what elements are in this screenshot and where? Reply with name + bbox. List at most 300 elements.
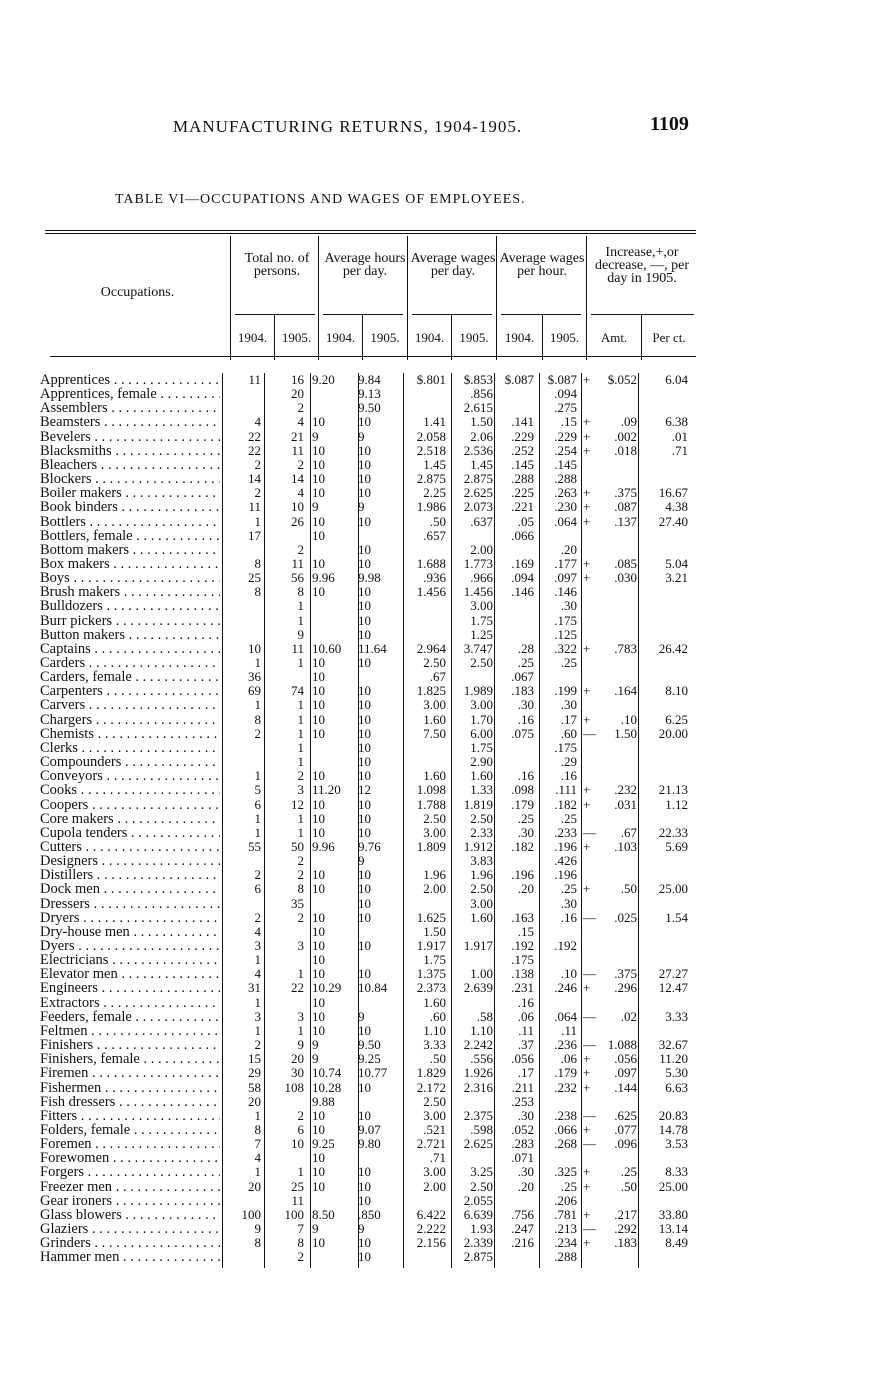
hours-1905-cell: 10 <box>358 1249 371 1265</box>
table-row <box>40 543 696 557</box>
hours-1904-cell: 10 <box>312 824 325 840</box>
persons-1905-cell: 10 <box>291 1136 304 1152</box>
wages-1905-cell: .966 <box>470 570 493 586</box>
hours-1905-cell: 10.77 <box>358 1065 388 1081</box>
hours-1904-cell: 9 <box>312 1037 319 1053</box>
change-sign-cell: — <box>583 909 596 925</box>
wages-1904-cell: 1.96 <box>423 867 446 883</box>
occupation-cell: Carders . . . <box>40 656 220 670</box>
persons-1904-cell: 1 <box>254 1164 261 1180</box>
wages-1904-cell: 1.45 <box>423 456 446 472</box>
persons-1904-cell: 22 <box>248 442 261 458</box>
hourly-1904-cell: .225 <box>511 485 534 501</box>
persons-1905-cell: 1 <box>297 655 304 670</box>
hourly-1904-cell: .231 <box>511 980 534 996</box>
hours-1905-cell: 10 <box>358 711 371 727</box>
persons-1905-cell: 10 <box>291 499 304 515</box>
hours-1905-cell: 10 <box>358 895 371 911</box>
change-percent-cell: 3.33 <box>665 1008 688 1024</box>
year-1905-label: 1905. <box>459 330 489 345</box>
wages-1905-cell: 1.60 <box>470 909 493 925</box>
occupation-cell: Bottom makers . . . <box>40 543 220 557</box>
wages-1904-cell: .71 <box>429 1150 446 1166</box>
change-percent-cell: 26.42 <box>658 640 688 656</box>
occupation-cell: Glaziers . . . <box>40 1222 220 1236</box>
persons-1905-cell: 108 <box>284 1079 304 1095</box>
hours-1904-cell: 10.28 <box>312 1079 342 1095</box>
wages-1904-cell: 1.41 <box>423 414 446 430</box>
wages-1905-cell: 6.00 <box>470 725 493 741</box>
hours-1905-cell: 9 <box>358 853 365 869</box>
hours-1905-cell: 10 <box>358 471 371 487</box>
wages-1905-cell: 1.10 <box>470 1022 493 1038</box>
hours-1904-cell: 10 <box>312 994 325 1010</box>
persons-1905-cell: 1 <box>297 1022 304 1038</box>
hourly-1904-cell: .37 <box>517 1037 534 1053</box>
wages-1904-cell: 3.00 <box>423 1107 446 1123</box>
wages-1905-cell: 2.073 <box>463 499 493 515</box>
persons-1904-cell: 4 <box>254 1150 261 1166</box>
hourly-1904-cell: .16 <box>517 994 534 1010</box>
change-sign-cell: + <box>583 683 591 699</box>
hours-1905-cell: 9.98 <box>358 570 381 586</box>
wages-1905-cell: 3.747 <box>463 640 493 656</box>
hours-1905-cell: 9 <box>358 428 365 444</box>
occupation-cell: Bleachers . . . <box>40 458 220 472</box>
persons-1905-cell: 1 <box>297 966 304 982</box>
persons-1905-cell: 2 <box>297 768 304 784</box>
wages-1904-cell: .521 <box>423 1121 446 1137</box>
hours-1905-cell: 10 <box>358 697 371 713</box>
change-percent-cell: 3.53 <box>665 1136 688 1152</box>
table-row <box>40 557 696 571</box>
persons-1904-cell: 8 <box>254 711 261 727</box>
table-row <box>40 599 696 613</box>
hours-1905-cell: 10 <box>358 1079 371 1095</box>
persons-1904-cell: 6 <box>254 881 261 897</box>
hours-1905-cell: 10 <box>358 1178 371 1194</box>
page-number: 1109 <box>650 113 689 135</box>
persons-1904-cell: 1 <box>254 810 261 826</box>
table-row <box>40 515 696 529</box>
header-rule <box>323 314 403 315</box>
wages-1904-cell: .936 <box>423 570 446 586</box>
table-row <box>40 415 696 429</box>
occupation-cell: Carders, female . . . <box>40 670 220 684</box>
hourly-1905-cell: .30 <box>560 697 577 713</box>
hours-1904-cell: 10 <box>312 555 325 571</box>
hours-1904-cell: 10 <box>312 669 325 685</box>
occupation-cell: Chemists . . . <box>40 727 220 741</box>
change-percent-cell: 5.30 <box>665 1065 688 1081</box>
table-row <box>40 1236 696 1250</box>
wages-1905-cell: 1.70 <box>470 711 493 727</box>
table-row <box>40 642 696 656</box>
change-sign-cell: + <box>583 1178 591 1194</box>
table-row <box>40 1038 696 1052</box>
wages-1904-cell: 2.156 <box>416 1235 446 1251</box>
wages-1905-cell: 1.33 <box>470 782 493 798</box>
persons-1904-cell: 100 <box>241 1206 261 1222</box>
hourly-1904-cell: .146 <box>511 584 534 600</box>
occupation-cell: Elevator men . . . <box>40 967 220 981</box>
hourly-1904-cell: .25 <box>517 655 534 670</box>
hours-1904-cell: 10 <box>312 952 325 968</box>
hours-1904-cell: 9.96 <box>312 570 335 586</box>
hourly-1904-cell: .221 <box>511 499 534 515</box>
persons-1905-cell: 100 <box>284 1206 304 1222</box>
wages-1905-cell: 1.926 <box>463 1065 493 1081</box>
change-amount-cell: .232 <box>614 782 637 798</box>
wages-1905-cell: 2.50 <box>470 1178 493 1194</box>
table-row <box>40 953 696 967</box>
wages-1905-cell: 1.456 <box>463 584 493 600</box>
table-row <box>40 967 696 981</box>
change-percent-cell: 22.33 <box>658 824 688 840</box>
wages-1904-cell: 2.373 <box>416 980 446 996</box>
persons-1904-cell: 69 <box>248 683 261 699</box>
change-sign-cell: + <box>583 1206 591 1222</box>
hours-1904-cell: 10 <box>312 697 325 713</box>
occupation-cell: Bottlers . . . <box>40 515 220 529</box>
occupation-cell: Boiler makers . . . <box>40 486 220 500</box>
hours-1905-cell: 10 <box>358 456 371 472</box>
hourly-1905-cell: .196 <box>554 838 577 854</box>
table-title: TABLE VI—OCCUPATIONS AND WAGES OF EMPLOYEES. <box>115 192 526 207</box>
percent-label: Per ct. <box>652 330 686 345</box>
hours-1905-cell: 11.64 <box>358 640 387 656</box>
change-sign-cell: + <box>583 485 591 501</box>
hourly-1905-cell: .10 <box>560 966 577 982</box>
occupation-cell: Bottlers, female . . . <box>40 529 220 543</box>
change-sign-cell: + <box>583 711 591 727</box>
persons-1905-cell: 35 <box>291 895 304 911</box>
change-percent-cell: 4.38 <box>665 499 688 515</box>
wages-1905-cell: $.853 <box>463 372 493 387</box>
hourly-1905-cell: .16 <box>560 909 577 925</box>
table-row <box>40 387 696 401</box>
persons-1904-cell: 2 <box>254 456 261 472</box>
change-percent-cell: 20.83 <box>658 1107 688 1123</box>
table-top-rule-2 <box>45 233 696 234</box>
change-sign-cell: + <box>583 442 591 458</box>
hourly-1905-cell: .097 <box>554 570 577 586</box>
persons-1905-cell: 8 <box>297 881 304 897</box>
hourly-1904-cell: .229 <box>511 428 534 444</box>
change-sign-cell: + <box>583 1051 591 1067</box>
occupation-cell: Book binders . . . <box>40 500 220 514</box>
hours-1905-cell: 10 <box>358 966 371 982</box>
change-amount-cell: .02 <box>620 1008 637 1024</box>
hours-1904-cell: 10 <box>312 711 325 727</box>
hourly-1905-cell: .288 <box>554 471 577 487</box>
change-amount-cell: .137 <box>614 513 637 529</box>
table-row <box>40 981 696 995</box>
wages-1905-cell: 1.917 <box>463 938 493 953</box>
hours-1905-cell: 10 <box>358 867 371 883</box>
hourly-1905-cell: .175 <box>554 612 577 628</box>
hourly-1905-cell: .426 <box>554 853 577 869</box>
change-percent-cell: 14.78 <box>658 1121 688 1137</box>
wages-1904-cell: 1.456 <box>416 584 446 600</box>
hours-1904-cell: 11.20 <box>312 782 341 798</box>
hours-1905-cell: 9.76 <box>358 838 381 854</box>
change-sign-cell: + <box>583 1235 591 1251</box>
year-1905-label: 1905. <box>370 330 400 345</box>
wages-1904-cell: 1.60 <box>423 994 446 1010</box>
change-percent-cell: 11.20 <box>659 1051 688 1067</box>
hours-1905-cell: 10 <box>358 655 371 670</box>
hourly-1905-cell: .196 <box>554 867 577 883</box>
running-title: MANUFACTURING RETURNS, 1904-1905. <box>173 117 523 136</box>
wages-1904-cell: 2.00 <box>423 1178 446 1194</box>
persons-1904-cell: 55 <box>248 838 261 854</box>
change-sign-cell: + <box>583 555 591 571</box>
hourly-1905-cell: .175 <box>554 739 577 755</box>
persons-1905-cell: 20 <box>291 386 304 402</box>
occupation-cell: Extractors . . . <box>40 996 220 1010</box>
wages-1904-cell: 1.917 <box>416 938 446 953</box>
occupation-cell: Designers . . . <box>40 854 220 868</box>
hourly-1905-cell: .229 <box>554 428 577 444</box>
hours-1905-cell: 10.84 <box>358 980 388 996</box>
table-row <box>40 1010 696 1024</box>
table-row <box>40 1151 696 1165</box>
change-sign-cell: — <box>583 966 596 982</box>
wages-1905-cell: 1.50 <box>470 414 493 430</box>
wages-1904-cell: 1.60 <box>423 711 446 727</box>
header-hour-wages: Average wages per hour. <box>499 251 585 279</box>
wages-1904-cell: 3.00 <box>423 824 446 840</box>
persons-1904-cell: 2 <box>254 867 261 883</box>
hourly-1905-cell: .232 <box>554 1079 577 1095</box>
occupation-cell: Fishermen . . . <box>40 1081 220 1095</box>
change-sign-cell: + <box>583 1079 591 1095</box>
table-row <box>40 925 696 939</box>
hourly-1904-cell: .25 <box>517 810 534 826</box>
hourly-1905-cell: .254 <box>554 442 577 458</box>
table-row <box>40 868 696 882</box>
persons-1905-cell: 16 <box>291 372 304 387</box>
wages-1905-cell: 1.773 <box>463 555 493 571</box>
wages-1904-cell: 2.721 <box>416 1136 446 1152</box>
table-row <box>40 1194 696 1208</box>
table-row <box>40 1222 696 1236</box>
table-row <box>40 840 696 854</box>
wages-1904-cell: 1.825 <box>416 683 446 699</box>
hourly-1905-cell: .325 <box>554 1164 577 1180</box>
change-percent-cell: 20.00 <box>658 725 688 741</box>
table-header <box>45 236 696 360</box>
occupation-cell: Dressers . . . <box>40 897 220 911</box>
persons-1905-cell: 6 <box>297 1121 304 1137</box>
hourly-1905-cell: .064 <box>554 513 577 529</box>
table-row <box>40 500 696 514</box>
change-percent-cell: 5.69 <box>665 838 688 854</box>
change-amount-cell: .375 <box>614 485 637 501</box>
occupation-cell: Grinders . . . <box>40 1236 220 1250</box>
change-percent-cell: 13.14 <box>658 1221 688 1236</box>
hourly-1905-cell: .206 <box>554 1192 577 1208</box>
change-sign-cell: + <box>583 782 591 798</box>
wages-1905-cell: 1.96 <box>470 867 493 883</box>
change-amount-cell: .002 <box>614 428 637 444</box>
wages-1904-cell: 1.375 <box>416 966 446 982</box>
occupation-cell: Dyers . . . <box>40 939 220 953</box>
hours-1905-cell: 10 <box>358 513 371 529</box>
table-row <box>40 670 696 684</box>
hourly-1904-cell: .20 <box>517 1178 534 1194</box>
change-sign-cell: + <box>583 881 591 897</box>
header-rule <box>501 314 581 315</box>
persons-1904-cell: 25 <box>248 570 261 586</box>
hours-1904-cell: 10 <box>312 442 325 458</box>
persons-1904-cell: 1 <box>254 1107 261 1123</box>
hours-1905-cell: 9 <box>358 499 365 515</box>
hourly-1904-cell: .071 <box>511 1150 534 1166</box>
hourly-1905-cell: .213 <box>554 1221 577 1236</box>
change-amount-cell: .085 <box>614 555 637 571</box>
hours-1904-cell: 10.29 <box>312 980 342 996</box>
persons-1904-cell: 20 <box>248 1178 261 1194</box>
wages-1905-cell: 2.316 <box>463 1079 493 1095</box>
wages-1904-cell: 2.172 <box>416 1079 446 1095</box>
table-row <box>40 854 696 868</box>
hourly-1904-cell: .141 <box>511 414 534 430</box>
change-amount-cell: .183 <box>614 1235 637 1251</box>
persons-1905-cell: 11 <box>291 555 304 571</box>
change-amount-cell: .030 <box>614 570 637 586</box>
hourly-1904-cell: .28 <box>517 640 534 656</box>
hours-1905-cell: 10 <box>358 683 371 699</box>
hourly-1905-cell: .15 <box>560 414 577 430</box>
wages-1905-cell: 2.00 <box>470 541 493 557</box>
persons-1905-cell: 2 <box>297 541 304 557</box>
persons-1905-cell: 1 <box>297 810 304 826</box>
persons-1904-cell: 1 <box>254 824 261 840</box>
hours-1904-cell: 10 <box>312 881 325 897</box>
wages-1904-cell: 2.518 <box>416 442 446 458</box>
hourly-1905-cell: .268 <box>554 1136 577 1152</box>
hours-1904-cell: 10 <box>312 584 325 600</box>
hourly-1905-cell: .238 <box>554 1107 577 1123</box>
change-percent-cell: 6.63 <box>665 1079 688 1095</box>
change-percent-cell: 3.21 <box>665 570 688 586</box>
change-amount-cell: .67 <box>620 824 637 840</box>
hours-1905-cell: 10 <box>358 824 371 840</box>
persons-1904-cell: 5 <box>254 782 261 798</box>
change-percent-cell: 8.10 <box>665 683 688 699</box>
occupation-cell: Apprentices . . . <box>40 373 220 387</box>
wages-1905-cell: 3.00 <box>470 895 493 911</box>
persons-1905-cell: 56 <box>291 570 304 586</box>
occupation-cell: Dryers . . . <box>40 911 220 925</box>
hourly-1905-cell: .06 <box>560 1051 577 1067</box>
header-persons: Total no. of persons. <box>244 251 310 279</box>
hours-1905-cell: 9.80 <box>358 1136 381 1152</box>
wages-1905-cell: 6.639 <box>463 1206 493 1222</box>
occupation-cell: Feltmen . . . <box>40 1024 220 1038</box>
hours-1905-cell: 9.07 <box>358 1121 381 1137</box>
hourly-1904-cell: .15 <box>517 923 534 939</box>
hours-1904-cell: 10 <box>312 456 325 472</box>
table-row <box>40 585 696 599</box>
hourly-1904-cell: .30 <box>517 1107 534 1123</box>
wages-1905-cell: 2.375 <box>463 1107 493 1123</box>
wages-1905-cell: 2.50 <box>470 810 493 826</box>
wages-1905-cell: 2.639 <box>463 980 493 996</box>
occupation-cell: Blockers . . . <box>40 472 220 486</box>
hours-1905-cell: 10 <box>358 1235 371 1251</box>
table-row <box>40 430 696 444</box>
hours-1904-cell: 9.20 <box>312 372 335 387</box>
year-1904-label: 1904. <box>237 330 268 345</box>
header-occupations: Occupations. <box>100 285 175 300</box>
persons-1904-cell: 36 <box>248 669 261 685</box>
hourly-1904-cell: .283 <box>511 1136 534 1152</box>
table-row <box>40 911 696 925</box>
occupation-cell: Beamsters . . . <box>40 415 220 429</box>
persons-1905-cell: 2 <box>297 909 304 925</box>
wages-1904-cell: 1.60 <box>423 768 446 784</box>
hours-1904-cell: 10 <box>312 1022 325 1038</box>
table-row <box>40 458 696 472</box>
hours-1905-cell: 10 <box>358 796 371 812</box>
occupation-cell: Dry-house men . . . <box>40 925 220 939</box>
change-amount-cell: .164 <box>614 683 637 699</box>
wages-1904-cell: 1.50 <box>423 923 446 939</box>
wages-1905-cell: 2.055 <box>463 1192 493 1208</box>
hours-1905-cell: 10 <box>358 909 371 925</box>
persons-1905-cell: 9 <box>297 626 304 642</box>
hours-1904-cell: 10 <box>312 725 325 741</box>
occupation-cell: Coopers . . . <box>40 798 220 812</box>
hourly-1904-cell: .179 <box>511 796 534 812</box>
persons-1904-cell: 11 <box>248 499 261 515</box>
header-hours: Average hours per day. <box>324 251 406 279</box>
persons-1904-cell: 4 <box>254 966 261 982</box>
occupation-cell: Forgers . . . <box>40 1165 220 1179</box>
wages-1905-cell: 1.25 <box>470 626 493 642</box>
occupation-cell: Clerks . . . <box>40 741 220 755</box>
hourly-1905-cell: .60 <box>560 725 577 741</box>
persons-1904-cell: 11 <box>248 372 261 387</box>
change-amount-cell: .292 <box>614 1221 637 1236</box>
hours-1905-cell: 10 <box>358 739 371 755</box>
wages-1905-cell: .58 <box>476 1008 493 1024</box>
hours-1904-cell: 10.74 <box>312 1065 342 1081</box>
hours-1905-cell: .850 <box>358 1206 381 1222</box>
persons-1905-cell: 1 <box>297 598 304 614</box>
year-1905-label: 1905. <box>549 330 580 345</box>
change-percent-cell: 6.04 <box>665 372 688 387</box>
hours-1904-cell: 10 <box>312 810 325 826</box>
hours-1905-cell: 9.84 <box>358 372 381 387</box>
persons-1904-cell: 1 <box>254 768 261 784</box>
occupation-cell: Distillers . . . <box>40 868 220 882</box>
persons-1904-cell: 1 <box>254 952 261 968</box>
change-percent-cell: 6.38 <box>665 414 688 430</box>
change-amount-cell: .625 <box>614 1107 637 1123</box>
persons-1904-cell: 2 <box>254 909 261 925</box>
persons-1905-cell: 1 <box>297 824 304 840</box>
table-row <box>40 826 696 840</box>
hours-1904-cell: 10 <box>312 1121 325 1137</box>
occupation-cell: Bulldozers . . . <box>40 599 220 613</box>
persons-1904-cell: 1 <box>254 655 261 670</box>
persons-1905-cell: 3 <box>297 782 304 798</box>
change-percent-cell: 16.67 <box>658 485 688 501</box>
